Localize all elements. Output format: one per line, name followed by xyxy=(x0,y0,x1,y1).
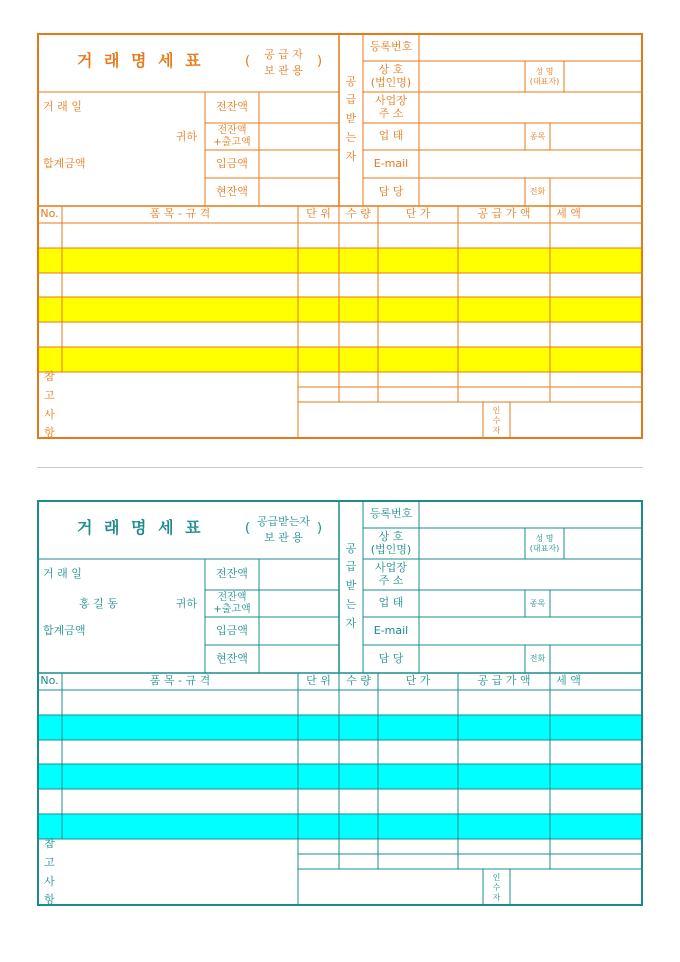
col-qty-header-text: 수 량 xyxy=(346,674,371,688)
business-type-label-text: 업 태 xyxy=(378,129,404,143)
balance-prev-ship-label-text: +출고액 xyxy=(213,136,251,148)
balance-prev-label xyxy=(205,559,259,590)
deposit-label xyxy=(205,617,259,645)
phone-label xyxy=(525,645,550,673)
col-no-header xyxy=(37,206,62,223)
balance-prev-label-text: 전잔액 xyxy=(216,100,248,114)
balance-prev-label-text: 전잔액 xyxy=(216,567,248,581)
notes-vertical-label-char: 고 xyxy=(44,388,55,402)
deposit-label xyxy=(205,150,259,178)
form-title: 거 래 명 세 표 xyxy=(77,518,204,537)
col-unit-header-text: 단 위 xyxy=(306,207,331,221)
supplier-copy-form xyxy=(37,33,643,439)
company-label-text: (법인명) xyxy=(370,75,412,89)
deposit-label-text: 입금액 xyxy=(216,156,248,170)
reg-no-label xyxy=(363,33,419,61)
company-label xyxy=(363,61,419,92)
col-no-header-text: No. xyxy=(40,674,59,688)
balance-current-label xyxy=(205,645,259,673)
company-label-text: (법인명) xyxy=(370,542,412,556)
balance-current-label-text: 현잔액 xyxy=(216,184,248,198)
balance-prev-label xyxy=(205,92,259,123)
highlight-row xyxy=(37,297,643,322)
balance-prev-ship-label-text: 전잔액 xyxy=(217,125,247,136)
copy-label-paren-close: ) xyxy=(317,521,323,536)
rep-label-text: (대표자) xyxy=(529,76,560,86)
col-qty-header-text: 수 량 xyxy=(346,207,371,221)
receiver-vertical-label-char: 인 xyxy=(492,872,501,882)
col-unit-header xyxy=(298,673,339,690)
phone-label xyxy=(525,178,550,206)
total-label: 합계금액 xyxy=(43,157,86,170)
reg-no-label xyxy=(363,500,419,528)
balance-current-label xyxy=(205,178,259,206)
manager-label-text: 담 당 xyxy=(378,184,404,198)
manager-label xyxy=(363,178,419,206)
phone-label-text: 전화 xyxy=(529,187,546,197)
notes-vertical-label-char: 사 xyxy=(44,407,55,421)
honorific: 귀하 xyxy=(175,130,197,143)
highlight-row xyxy=(37,248,643,273)
deposit-label-text: 입금액 xyxy=(216,623,248,637)
copy-label-text: 보 관 용 xyxy=(264,63,303,77)
recipient-copy-form xyxy=(37,500,643,906)
email-label xyxy=(363,150,419,178)
item-type-label-text: 종목 xyxy=(529,131,546,141)
recipient-vertical-label-char: 받 xyxy=(345,579,357,593)
recipient-vertical-label-char: 는 xyxy=(345,130,357,144)
receiver-vertical-label-char: 자 xyxy=(492,425,501,435)
recipient-vertical-label-char: 공 xyxy=(345,74,357,88)
rep-label xyxy=(525,61,564,92)
receiver-vertical-label-char: 인 xyxy=(492,405,501,415)
customer-name: 홍 길 동 xyxy=(79,597,118,610)
copy-label-paren-open: ( xyxy=(245,54,251,69)
email-label xyxy=(363,617,419,645)
address-label xyxy=(363,559,419,590)
email-label-text: E-mail xyxy=(373,156,409,170)
address-label xyxy=(363,92,419,123)
col-qty-header xyxy=(339,673,378,690)
col-tax-header-text: 세 액 xyxy=(556,207,581,221)
receiver-vertical-label-char: 자 xyxy=(492,892,501,902)
divider-line xyxy=(37,467,643,468)
copy-label-paren-close: ) xyxy=(317,54,323,69)
col-unit-header-text: 단 위 xyxy=(306,674,331,688)
notes-vertical-label-char: 참 xyxy=(44,370,55,384)
col-tax-header xyxy=(550,673,587,690)
recipient-vertical-label-char: 받 xyxy=(345,112,357,126)
copy-label xyxy=(252,512,315,547)
rep-label-text: 성 명 xyxy=(535,67,554,77)
manager-label xyxy=(363,645,419,673)
notes-vertical-label-char: 참 xyxy=(44,837,55,851)
trade-date-label: 거 래 일 xyxy=(43,100,82,113)
col-no-header-text: No. xyxy=(40,207,59,221)
copy-label-text: 공급받는자 xyxy=(256,514,311,528)
company-label-text: 상 호 xyxy=(378,529,404,543)
col-price-header xyxy=(378,673,458,690)
col-supply-header xyxy=(458,673,550,690)
highlight-row xyxy=(37,764,643,789)
receiver-vertical-label-char: 수 xyxy=(492,882,501,892)
col-price-header-text: 단 가 xyxy=(405,207,431,221)
copy-label-paren-open: ( xyxy=(245,521,251,536)
copy-label-text: 공 급 자 xyxy=(264,47,303,61)
receiver-vertical-label-char: 수 xyxy=(492,415,501,425)
business-type-label xyxy=(363,123,419,150)
col-qty-header xyxy=(339,206,378,223)
col-item-header xyxy=(62,673,298,690)
balance-prev-ship-label xyxy=(205,123,259,150)
recipient-vertical-label-char: 급 xyxy=(345,93,357,107)
recipient-vertical-label-char: 자 xyxy=(345,616,357,630)
reg-no-label-text: 등록번호 xyxy=(369,506,413,520)
notes-vertical-label-char: 고 xyxy=(44,855,55,869)
notes-vertical-label xyxy=(37,372,62,439)
company-label-text: 상 호 xyxy=(378,62,404,76)
notes-vertical-label-char: 항 xyxy=(44,893,55,907)
phone-label-text: 전화 xyxy=(529,654,546,664)
item-type-label xyxy=(525,590,550,617)
copy-label xyxy=(252,45,315,80)
manager-label-text: 담 당 xyxy=(378,651,404,665)
recipient-vertical-label-char: 는 xyxy=(345,597,357,611)
col-price-header-text: 단 가 xyxy=(405,674,431,688)
recipient-vertical-label xyxy=(339,33,363,206)
copy-label-text: 보 관 용 xyxy=(264,530,303,544)
item-type-label xyxy=(525,123,550,150)
balance-prev-ship-label xyxy=(205,590,259,617)
receiver-vertical-label xyxy=(483,402,510,439)
reg-no-label-text: 등록번호 xyxy=(369,39,413,53)
col-price-header xyxy=(378,206,458,223)
highlight-row xyxy=(37,814,643,839)
address-label-text: 주 소 xyxy=(378,573,404,587)
business-type-label-text: 업 태 xyxy=(378,596,404,610)
company-label xyxy=(363,528,419,559)
balance-prev-ship-label-text: 전잔액 xyxy=(217,592,247,603)
recipient-vertical-label xyxy=(339,500,363,673)
col-tax-header-text: 세 액 xyxy=(556,674,581,688)
col-unit-header xyxy=(298,206,339,223)
balance-current-label-text: 현잔액 xyxy=(216,651,248,665)
email-label-text: E-mail xyxy=(373,623,409,637)
recipient-vertical-label-char: 자 xyxy=(345,149,357,163)
rep-label-text: (대표자) xyxy=(529,543,560,553)
col-no-header xyxy=(37,673,62,690)
address-label-text: 사업장 xyxy=(375,93,407,107)
rep-label xyxy=(525,528,564,559)
item-type-label-text: 종목 xyxy=(529,598,546,608)
highlight-row xyxy=(37,715,643,740)
rep-label-text: 성 명 xyxy=(535,534,554,544)
total-label: 합계금액 xyxy=(43,624,86,637)
receiver-vertical-label xyxy=(483,869,510,906)
recipient-vertical-label-char: 급 xyxy=(345,560,357,574)
address-label-text: 주 소 xyxy=(378,106,404,120)
notes-vertical-label xyxy=(37,839,62,906)
business-type-label xyxy=(363,590,419,617)
col-item-header-text: 품 목 - 규 격 xyxy=(149,674,211,688)
highlight-row xyxy=(37,347,643,372)
notes-vertical-label-char: 사 xyxy=(44,874,55,888)
trade-date-label: 거 래 일 xyxy=(43,567,82,580)
col-supply-header xyxy=(458,206,550,223)
notes-vertical-label-char: 항 xyxy=(44,426,55,440)
col-item-header xyxy=(62,206,298,223)
col-item-header-text: 품 목 - 규 격 xyxy=(149,207,211,221)
recipient-vertical-label-char: 공 xyxy=(345,541,357,555)
form-title: 거 래 명 세 표 xyxy=(77,51,204,70)
balance-prev-ship-label-text: +출고액 xyxy=(213,603,251,615)
col-tax-header xyxy=(550,206,587,223)
col-supply-header-text: 공 급 가 액 xyxy=(477,674,531,688)
address-label-text: 사업장 xyxy=(375,560,407,574)
col-supply-header-text: 공 급 가 액 xyxy=(477,207,531,221)
honorific: 귀하 xyxy=(175,597,197,610)
